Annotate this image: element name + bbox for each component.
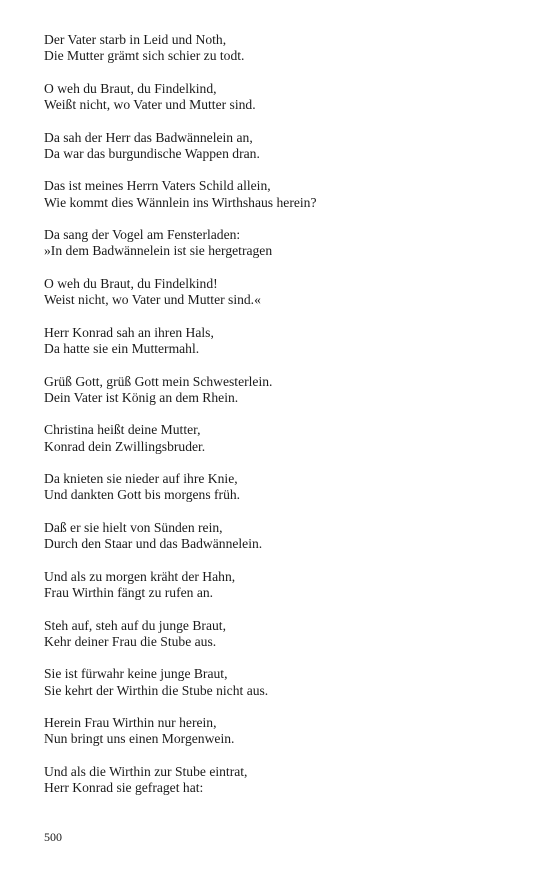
verse-line: Der Vater starb in Leid und Noth, [44, 32, 227, 47]
stanza [44, 81, 524, 113]
stanza [44, 32, 524, 64]
stanza [44, 666, 524, 698]
stanza [44, 471, 524, 503]
verse-line: Dein Vater ist König an dem Rhein. [44, 389, 239, 405]
verse-line: Christina heißt deine Mutter, [44, 422, 201, 438]
verse-line: Frau Wirthin fängt zu rufen an. [44, 584, 214, 600]
verse-line: Steh auf, steh auf du junge Braut, [44, 617, 226, 633]
stanza [44, 227, 524, 259]
verse-line: Wie kommt dies Wännlein ins Wirthshaus herein? [44, 194, 317, 210]
verse-line: Weißt nicht, wo Vater und Mutter sind. [44, 97, 256, 112]
verse-line: Konrad dein Zwillingsbruder. [44, 438, 206, 454]
verse-line: Nun bringt uns einen Morgenwein. [44, 731, 235, 747]
stanza [44, 276, 524, 308]
verse-line: Da knieten sie nieder auf ihre Knie, [44, 471, 238, 487]
verse-line: O weh du Braut, du Findelkind, [44, 80, 217, 96]
stanza [44, 618, 524, 650]
poem-text [44, 32, 524, 813]
stanza [44, 130, 524, 162]
stanza [44, 422, 524, 454]
verse-line: Sie kehrt der Wirthin die Stube nicht aus. [44, 682, 269, 698]
stanza [44, 569, 524, 601]
verse-line: Herr Konrad sah an ihren Hals, [44, 324, 214, 340]
verse-line: Und als die Wirthin zur Stube eintrat, [44, 763, 248, 779]
verse-line: Durch den Staar und das Badwännelein. [44, 536, 263, 552]
stanza [44, 715, 524, 747]
verse-line: Herein Frau Wirthin nur herein, [44, 715, 217, 731]
stanza [44, 325, 524, 357]
verse-line: Da sang der Vogel am Fensterladen: [44, 227, 241, 243]
stanza [44, 520, 524, 552]
verse-line: Da war das burgundische Wappen dran. [44, 145, 260, 161]
stanza [44, 178, 524, 210]
verse-line: Da hatte sie ein Muttermahl. [44, 340, 200, 356]
verse-line: Herr Konrad sie gefraget hat: [44, 780, 204, 796]
verse-line: Weist nicht, wo Vater und Mutter sind.« [44, 292, 261, 308]
verse-line: Kehr deiner Frau die Stube aus. [44, 633, 217, 649]
verse-line: Und dankten Gott bis morgens früh. [44, 487, 241, 503]
stanza [44, 764, 524, 796]
verse-line: Sie ist fürwahr keine junge Braut, [44, 666, 228, 682]
verse-line: Grüß Gott, grüß Gott mein Schwesterlein. [44, 373, 273, 389]
page-number: 500 [44, 830, 62, 844]
verse-line: Das ist meines Herrn Vaters Schild allein, [44, 178, 271, 194]
verse-line: »In dem Badwännelein ist sie hergetragen [44, 243, 273, 259]
verse-line: Die Mutter grämt sich schier zu todt. [44, 48, 245, 64]
verse-line: Und als zu morgen kräht der Hahn, [44, 568, 236, 584]
verse-line: O weh du Braut, du Findelkind! [44, 275, 218, 291]
stanza [44, 374, 524, 406]
verse-line: Daß er sie hielt von Sünden rein, [44, 519, 223, 535]
verse-line: Da sah der Herr das Badwännelein an, [44, 129, 253, 145]
